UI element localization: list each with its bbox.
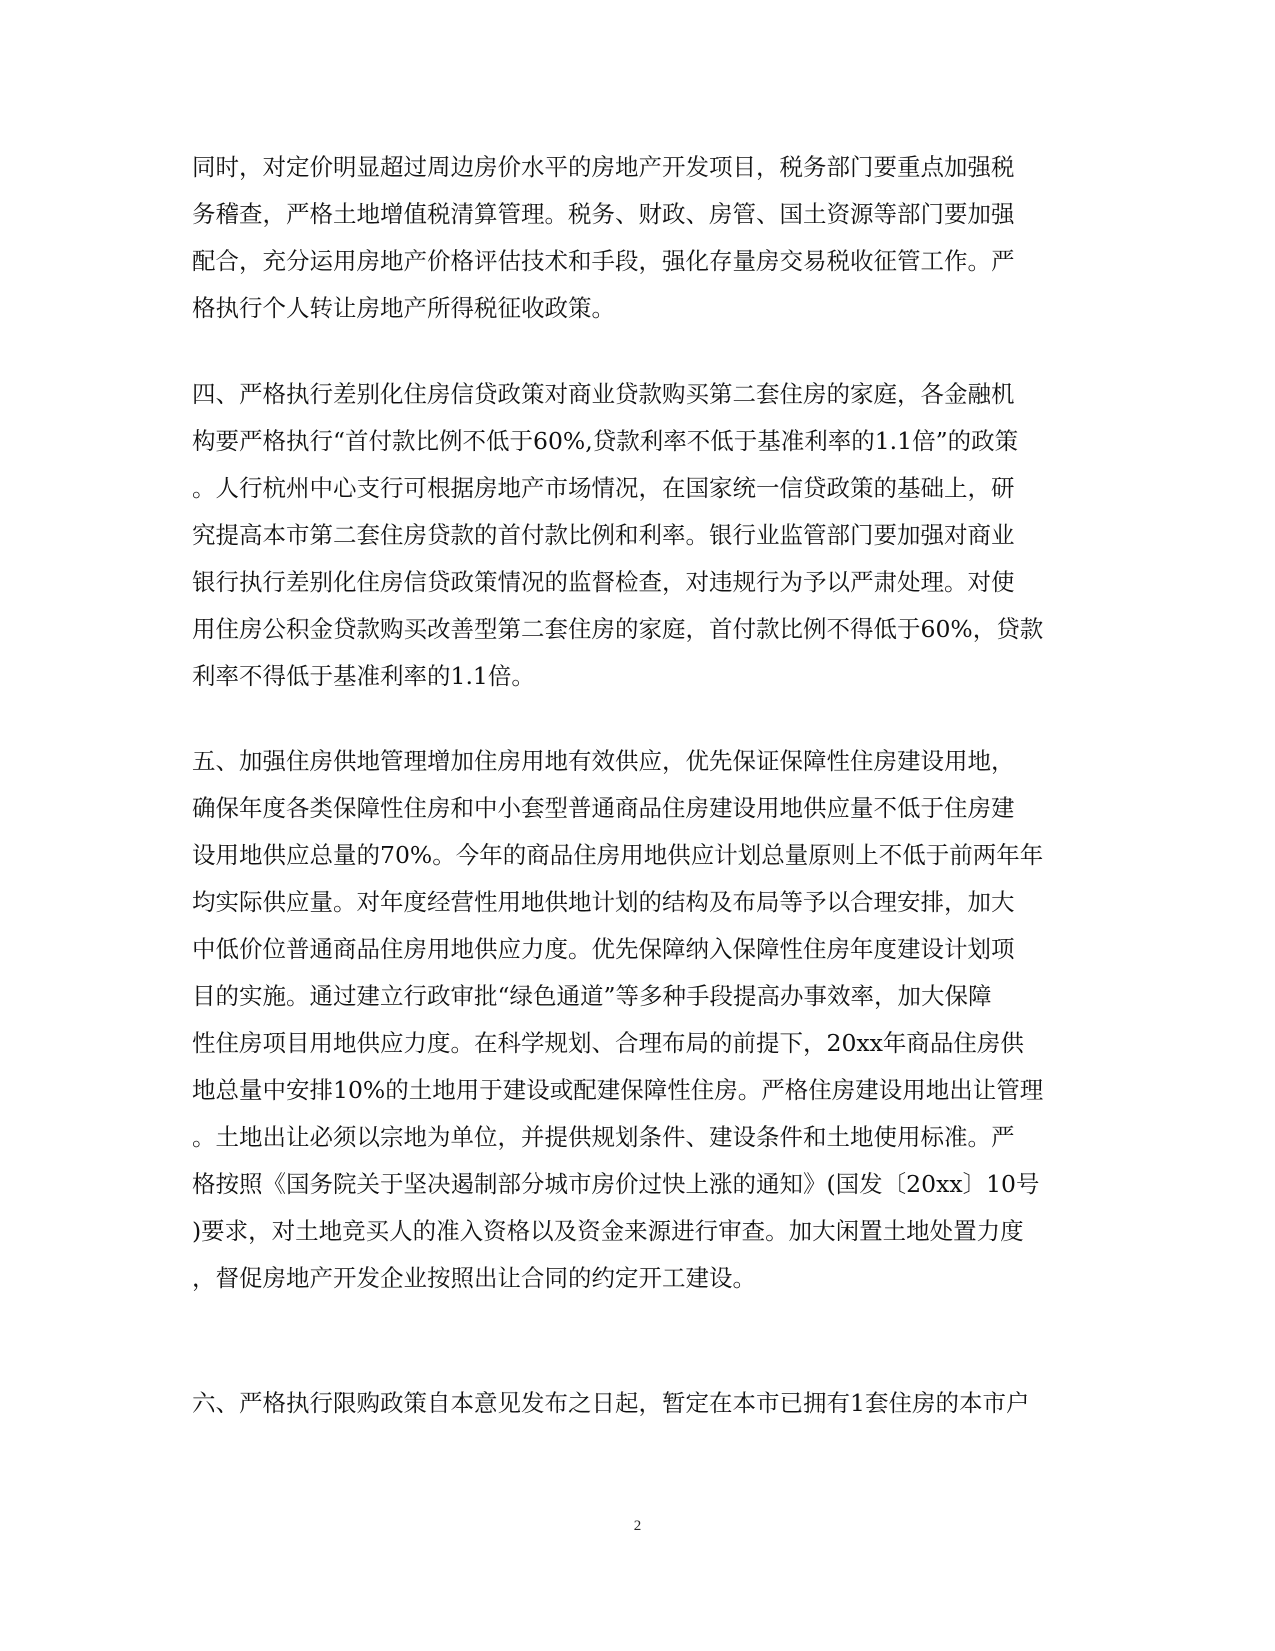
- paragraph-section-six: [192, 1380, 1077, 1427]
- text-line: 地总量中安排10%的土地用于建设或配建保障性住房。严格住房建设用地出让管理: [192, 1076, 1044, 1104]
- page-number: 2: [633, 1518, 642, 1534]
- paragraph-section-five: [192, 738, 1077, 1302]
- text-line: 六、严格执行限购政策自本意见发布之日起，暂定在本市已拥有1套住房的本市户: [192, 1389, 1030, 1417]
- text-line: 格按照《国务院关于坚决遏制部分城市房价过快上涨的通知》(国发〔20xx〕10号: [192, 1170, 1040, 1198]
- text-line: 务稽查，严格土地增值税清算管理。税务、财政、房管、国土资源等部门要加强: [192, 200, 1015, 228]
- text-line: 银行执行差别化住房信贷政策情况的监督检查，对违规行为予以严肃处理。对使: [192, 568, 1015, 596]
- text-line: ，督促房地产开发企业按照出让合同的约定开工建设。: [192, 1264, 756, 1292]
- text-line: 用住房公积金贷款购买改善型第二套住房的家庭，首付款比例不得低于60%，贷款: [192, 615, 1044, 643]
- text-line: 五、加强住房供地管理增加住房用地有效供应，优先保证保障性住房建设用地，: [192, 747, 1015, 775]
- text-line: 同时，对定价明显超过周边房价水平的房地产开发项目，税务部门要重点加强税: [192, 153, 1015, 181]
- text-line: 。土地出让必须以宗地为单位，并提供规划条件、建设条件和土地使用标准。严: [192, 1123, 1015, 1151]
- paragraph-tax-enforcement: [192, 144, 1077, 332]
- text-line: )要求，对土地竞买人的准入资格以及资金来源进行审查。加大闲置土地处置力度: [192, 1217, 1024, 1245]
- text-line: 性住房项目用地供应力度。在科学规划、合理布局的前提下，20xx年商品住房供: [192, 1029, 1024, 1057]
- text-line: 设用地供应总量的70%。今年的商品住房用地供应计划总量原则上不低于前两年年: [192, 841, 1044, 869]
- text-line: 格执行个人转让房地产所得税征收政策。: [192, 294, 615, 322]
- paragraph-section-four: [192, 371, 1077, 700]
- text-line: 利率不得低于基准利率的1.1倍。: [192, 662, 535, 690]
- text-line: 配合，充分运用房地产价格评估技术和手段，强化存量房交易税收征管工作。严: [192, 247, 1015, 275]
- text-line: 构要严格执行“首付款比例不低于60%,贷款利率不低于基准利率的1.1倍”的政策: [192, 427, 1019, 455]
- text-line: 均实际供应量。对年度经营性用地供地计划的结构及布局等予以合理安排，加大: [192, 888, 1015, 916]
- text-line: 目的实施。通过建立行政审批“绿色通道”等多种手段提高办事效率，加大保障: [192, 982, 992, 1010]
- text-line: 中低价位普通商品住房用地供应力度。优先保障纳入保障性住房年度建设计划项: [192, 935, 1015, 963]
- text-line: 四、严格执行差别化住房信贷政策对商业贷款购买第二套住房的家庭，各金融机: [192, 380, 1015, 408]
- text-line: 确保年度各类保障性住房和中小套型普通商品住房建设用地供应量不低于住房建: [192, 794, 1015, 822]
- text-line: 。人行杭州中心支行可根据房地产市场情况，在国家统一信贷政策的基础上，研: [192, 474, 1015, 502]
- text-line: 究提高本市第二套住房贷款的首付款比例和利率。银行业监管部门要加强对商业: [192, 521, 1015, 549]
